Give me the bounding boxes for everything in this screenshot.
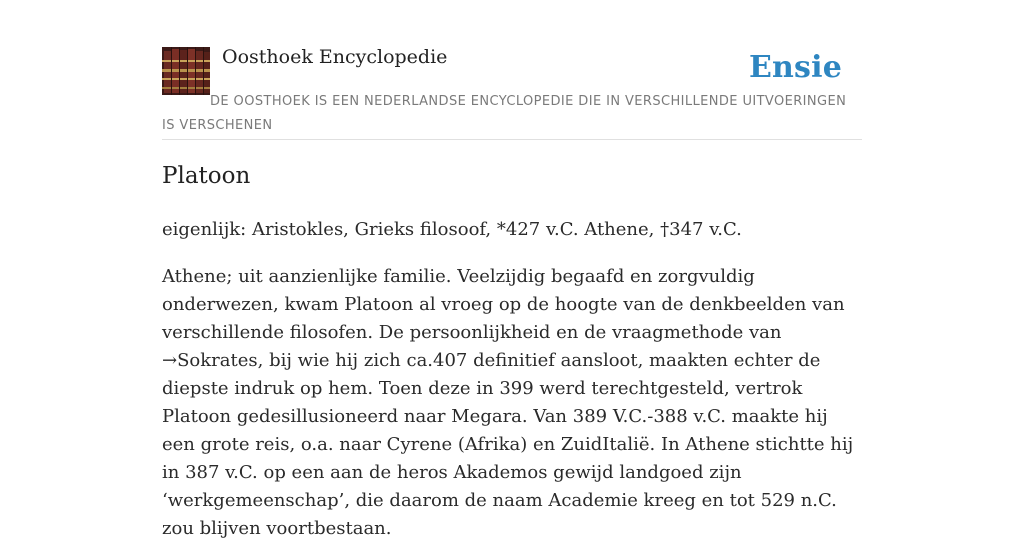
body-text-start: Athene; uit aanzienlijke familie. Veelzijdig begaafd en zorgvuldig onderwezen, kwam Platoon al vroeg op de hoogte van de denkbeelden van verschillende filosofen. De persoonlijkheid en de vraagmethode van: [162, 266, 845, 343]
encyclopedia-books-icon[interactable]: [162, 47, 210, 95]
header-divider: [162, 139, 862, 140]
article-intro: eigenlijk: Aristokles, Grieks filosoof, *427 v.C. Athene, †347 v.C.: [162, 219, 742, 240]
site-name[interactable]: Oosthoek Encyclopedie: [222, 46, 448, 68]
sokrates-reference-link[interactable]: Sokrates: [177, 350, 258, 371]
books-illustration: [162, 47, 210, 95]
brand-logo-link[interactable]: Ensie: [748, 50, 842, 85]
article-title: Platoon: [162, 163, 251, 189]
cross-reference-arrow-icon: →: [162, 350, 178, 371]
article-body: [162, 263, 862, 543]
body-text-end: , bij wie hij zich ca.407 definitief aansloot, maakten echter de diepste indruk op hem. Toen deze in 399 werd terechtgesteld, vertrok Platoon gedesillusioneerd naar Megara. Van 389 V.C.-388 v.C. maakte hij een grote reis, o.a. naar Cyrene (Afrika) en ZuidItalië. In Athene stichtte hij in 387 v.C. op een aan de heros Akademos gewijd landgoed zijn ‘werkgemeenschap’, die daarom de naam Academie kreeg en tot 529 n.C. zou blijven voortbestaan.: [162, 350, 854, 539]
site-tagline: DE OOSTHOEK IS EEN NEDERLANDSE ENCYCLOPEDIE DIE IN VERSCHILLENDE UITVOERINGEN IS VERSCHENEN: [162, 94, 847, 133]
